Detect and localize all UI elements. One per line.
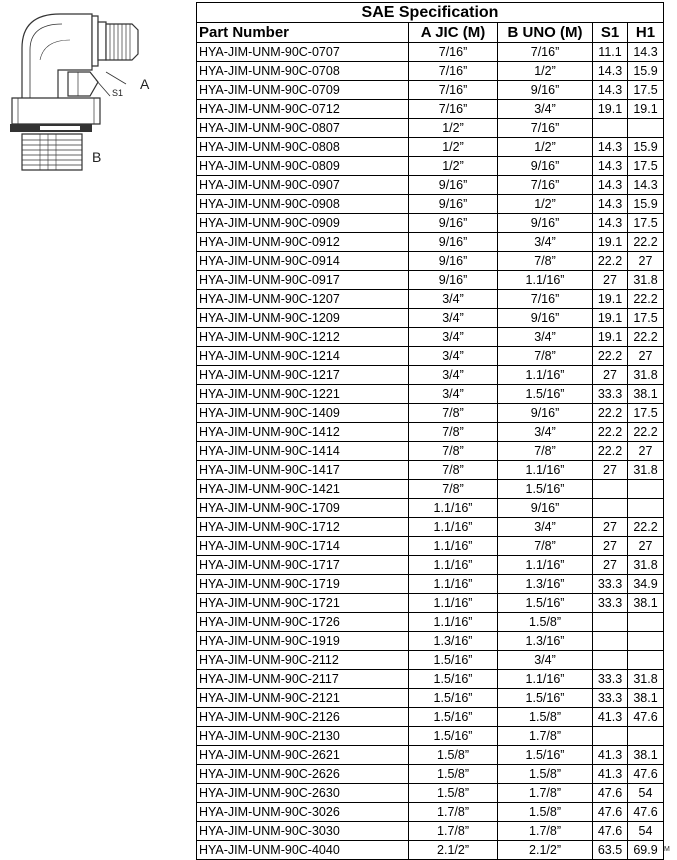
a-jic-cell: 3/4” — [409, 309, 498, 328]
table-row — [197, 480, 664, 499]
part-number-cell: HYA-JIM-UNM-90C-4040 — [197, 841, 409, 860]
part-number-cell: HYA-JIM-UNM-90C-0917 — [197, 271, 409, 290]
b-uno-cell: 1.3/16” — [498, 575, 593, 594]
h1-cell: 69.9 — [628, 841, 664, 860]
a-jic-cell: 7/16” — [409, 62, 498, 81]
a-jic-cell: 9/16” — [409, 176, 498, 195]
table-row — [197, 176, 664, 195]
b-uno-cell: 1.5/8” — [498, 803, 593, 822]
b-uno-cell: 7/16” — [498, 176, 593, 195]
a-jic-cell: 1/2” — [409, 119, 498, 138]
table-row — [197, 499, 664, 518]
b-uno-cell: 9/16” — [498, 499, 593, 518]
fitting-diagram — [0, 0, 190, 200]
table-row — [197, 822, 664, 841]
a-jic-cell: 1.1/16” — [409, 556, 498, 575]
b-uno-cell: 1.1/16” — [498, 461, 593, 480]
b-uno-cell: 3/4” — [498, 328, 593, 347]
part-number-cell: HYA-JIM-UNM-90C-2126 — [197, 708, 409, 727]
table-row — [197, 271, 664, 290]
table-title: SAE Specification — [197, 3, 664, 23]
col-header-h1: H1 — [628, 23, 664, 43]
b-uno-cell: 2.1/2” — [498, 841, 593, 860]
b-uno-cell: 1.5/16” — [498, 746, 593, 765]
part-number-cell: HYA-JIM-UNM-90C-2112 — [197, 651, 409, 670]
a-jic-cell: 7/8” — [409, 442, 498, 461]
h1-cell: 27 — [628, 347, 664, 366]
h1-cell: 47.6 — [628, 708, 664, 727]
part-number-cell: HYA-JIM-UNM-90C-1712 — [197, 518, 409, 537]
h1-cell: 38.1 — [628, 594, 664, 613]
table-row — [197, 195, 664, 214]
s1-cell — [593, 727, 628, 746]
a-jic-cell: 1.1/16” — [409, 575, 498, 594]
table-row — [197, 841, 664, 860]
a-jic-cell: 1.5/8” — [409, 746, 498, 765]
h1-cell: 34.9 — [628, 575, 664, 594]
table-row — [197, 252, 664, 271]
part-number-cell: HYA-JIM-UNM-90C-3026 — [197, 803, 409, 822]
h1-cell: 54 — [628, 822, 664, 841]
diagram-label-s1: S1 — [112, 88, 124, 98]
a-jic-cell: 7/8” — [409, 404, 498, 423]
h1-cell: 38.1 — [628, 385, 664, 404]
s1-cell: 33.3 — [593, 594, 628, 613]
b-uno-cell: 3/4” — [498, 423, 593, 442]
h1-cell — [628, 651, 664, 670]
table-row — [197, 784, 664, 803]
part-number-cell: HYA-JIM-UNM-90C-0808 — [197, 138, 409, 157]
b-uno-cell: 1.1/16” — [498, 670, 593, 689]
a-jic-cell: 7/8” — [409, 461, 498, 480]
s1-cell: 33.3 — [593, 385, 628, 404]
h1-cell: 27 — [628, 537, 664, 556]
b-uno-cell: 1.1/16” — [498, 366, 593, 385]
b-uno-cell: 3/4” — [498, 518, 593, 537]
h1-cell: 27 — [628, 252, 664, 271]
part-number-cell: HYA-JIM-UNM-90C-2121 — [197, 689, 409, 708]
part-number-cell: HYA-JIM-UNM-90C-1719 — [197, 575, 409, 594]
b-uno-cell: 1.1/16” — [498, 271, 593, 290]
table-row — [197, 81, 664, 100]
h1-cell: 54 — [628, 784, 664, 803]
h1-cell: 38.1 — [628, 746, 664, 765]
s1-cell — [593, 651, 628, 670]
h1-cell — [628, 727, 664, 746]
s1-cell: 47.6 — [593, 784, 628, 803]
table-row — [197, 727, 664, 746]
a-jic-cell: 1.1/16” — [409, 499, 498, 518]
table-row — [197, 556, 664, 575]
part-number-cell: HYA-JIM-UNM-90C-1721 — [197, 594, 409, 613]
table-row — [197, 689, 664, 708]
table-row — [197, 385, 664, 404]
diagram-label-b: B — [92, 149, 102, 165]
s1-cell: 33.3 — [593, 689, 628, 708]
s1-cell: 47.6 — [593, 803, 628, 822]
table-row — [197, 575, 664, 594]
a-jic-cell: 9/16” — [409, 233, 498, 252]
s1-cell: 22.2 — [593, 423, 628, 442]
b-uno-cell: 1.3/16” — [498, 632, 593, 651]
h1-cell: 47.6 — [628, 765, 664, 784]
part-number-cell: HYA-JIM-UNM-90C-2621 — [197, 746, 409, 765]
h1-cell: 22.2 — [628, 290, 664, 309]
part-number-cell: HYA-JIM-UNM-90C-1221 — [197, 385, 409, 404]
a-jic-cell: 1.1/16” — [409, 537, 498, 556]
b-uno-cell: 1.5/16” — [498, 480, 593, 499]
table-row — [197, 461, 664, 480]
a-jic-cell: 1.5/8” — [409, 765, 498, 784]
b-uno-cell: 9/16” — [498, 157, 593, 176]
a-jic-cell: 7/16” — [409, 100, 498, 119]
h1-cell: 14.3 — [628, 43, 664, 62]
table-row — [197, 347, 664, 366]
h1-cell: 17.5 — [628, 309, 664, 328]
a-jic-cell: 1.7/8” — [409, 822, 498, 841]
col-header-b-uno: B UNO (M) — [498, 23, 593, 43]
h1-cell: 38.1 — [628, 689, 664, 708]
s1-cell: 19.1 — [593, 328, 628, 347]
part-number-cell: HYA-JIM-UNM-90C-0709 — [197, 81, 409, 100]
table-row — [197, 651, 664, 670]
s1-cell: 22.2 — [593, 404, 628, 423]
h1-cell — [628, 632, 664, 651]
h1-cell: 27 — [628, 442, 664, 461]
col-header-s1: S1 — [593, 23, 628, 43]
s1-cell — [593, 119, 628, 138]
a-jic-cell: 1.5/16” — [409, 689, 498, 708]
part-number-cell: HYA-JIM-UNM-90C-1212 — [197, 328, 409, 347]
s1-cell — [593, 499, 628, 518]
table-row — [197, 537, 664, 556]
part-number-cell: HYA-JIM-UNM-90C-0809 — [197, 157, 409, 176]
table-row — [197, 309, 664, 328]
table-row — [197, 708, 664, 727]
table-row — [197, 366, 664, 385]
part-number-cell: HYA-JIM-UNM-90C-0909 — [197, 214, 409, 233]
s1-cell: 41.3 — [593, 708, 628, 727]
part-number-cell: HYA-JIM-UNM-90C-1417 — [197, 461, 409, 480]
table-row — [197, 765, 664, 784]
table-row — [197, 328, 664, 347]
b-uno-cell: 7/16” — [498, 290, 593, 309]
a-jic-cell: 7/16” — [409, 43, 498, 62]
table-body — [197, 43, 664, 860]
s1-cell: 14.3 — [593, 62, 628, 81]
table-row — [197, 632, 664, 651]
h1-cell: 15.9 — [628, 195, 664, 214]
table-row — [197, 746, 664, 765]
b-uno-cell: 1.5/16” — [498, 385, 593, 404]
b-uno-cell: 1.5/8” — [498, 613, 593, 632]
b-uno-cell: 7/8” — [498, 537, 593, 556]
s1-cell: 14.3 — [593, 176, 628, 195]
s1-cell: 19.1 — [593, 100, 628, 119]
h1-cell — [628, 119, 664, 138]
a-jic-cell: 3/4” — [409, 328, 498, 347]
b-uno-cell: 7/16” — [498, 43, 593, 62]
b-uno-cell: 1/2” — [498, 138, 593, 157]
s1-cell: 63.5 — [593, 841, 628, 860]
table-row — [197, 290, 664, 309]
h1-cell: 31.8 — [628, 670, 664, 689]
a-jic-cell: 9/16” — [409, 271, 498, 290]
h1-cell: 19.1 — [628, 100, 664, 119]
a-jic-cell: 3/4” — [409, 385, 498, 404]
part-number-cell: HYA-JIM-UNM-90C-1209 — [197, 309, 409, 328]
h1-cell: 22.2 — [628, 423, 664, 442]
part-number-cell: HYA-JIM-UNM-90C-1709 — [197, 499, 409, 518]
a-jic-cell: 9/16” — [409, 252, 498, 271]
s1-cell: 22.2 — [593, 252, 628, 271]
b-uno-cell: 9/16” — [498, 404, 593, 423]
s1-cell: 19.1 — [593, 290, 628, 309]
b-uno-cell: 1/2” — [498, 195, 593, 214]
a-jic-cell: 7/16” — [409, 81, 498, 100]
a-jic-cell: 1/2” — [409, 157, 498, 176]
b-uno-cell: 1.7/8” — [498, 784, 593, 803]
b-uno-cell: 9/16” — [498, 81, 593, 100]
s1-cell: 14.3 — [593, 138, 628, 157]
a-jic-cell: 9/16” — [409, 214, 498, 233]
s1-cell — [593, 480, 628, 499]
b-uno-cell: 7/8” — [498, 347, 593, 366]
a-jic-cell: 1.3/16” — [409, 632, 498, 651]
a-jic-cell: 3/4” — [409, 347, 498, 366]
s1-cell — [593, 632, 628, 651]
part-number-cell: HYA-JIM-UNM-90C-1414 — [197, 442, 409, 461]
table-row — [197, 233, 664, 252]
s1-cell: 14.3 — [593, 81, 628, 100]
s1-cell: 19.1 — [593, 233, 628, 252]
s1-cell: 27 — [593, 518, 628, 537]
table-row — [197, 423, 664, 442]
table-row — [197, 100, 664, 119]
part-number-cell: HYA-JIM-UNM-90C-0914 — [197, 252, 409, 271]
a-jic-cell: 1.1/16” — [409, 518, 498, 537]
h1-cell — [628, 499, 664, 518]
a-jic-cell: 2.1/2” — [409, 841, 498, 860]
a-jic-cell: 1.5/16” — [409, 708, 498, 727]
s1-cell: 27 — [593, 271, 628, 290]
a-jic-cell: 1.1/16” — [409, 613, 498, 632]
b-uno-cell: 9/16” — [498, 309, 593, 328]
table-row — [197, 442, 664, 461]
s1-cell: 41.3 — [593, 765, 628, 784]
b-uno-cell: 1.5/8” — [498, 708, 593, 727]
col-header-a-jic: A JIC (M) — [409, 23, 498, 43]
table-row — [197, 214, 664, 233]
table-row — [197, 613, 664, 632]
s1-cell: 14.3 — [593, 195, 628, 214]
a-jic-cell: 1.5/16” — [409, 670, 498, 689]
a-jic-cell: 3/4” — [409, 366, 498, 385]
a-jic-cell: 7/8” — [409, 423, 498, 442]
part-number-cell: HYA-JIM-UNM-90C-1726 — [197, 613, 409, 632]
part-number-cell: HYA-JIM-UNM-90C-1421 — [197, 480, 409, 499]
h1-cell: 15.9 — [628, 62, 664, 81]
diagram-label-a: A — [140, 76, 150, 92]
s1-cell: 27 — [593, 537, 628, 556]
part-number-cell: HYA-JIM-UNM-90C-0908 — [197, 195, 409, 214]
a-jic-cell: 3/4” — [409, 290, 498, 309]
table-row — [197, 157, 664, 176]
b-uno-cell: 1.5/16” — [498, 594, 593, 613]
s1-cell: 11.1 — [593, 43, 628, 62]
h1-cell: 22.2 — [628, 518, 664, 537]
s1-cell: 33.3 — [593, 575, 628, 594]
h1-cell: 17.5 — [628, 157, 664, 176]
part-number-cell: HYA-JIM-UNM-90C-2626 — [197, 765, 409, 784]
h1-cell: 14.3 — [628, 176, 664, 195]
h1-cell: 17.5 — [628, 81, 664, 100]
s1-cell: 22.2 — [593, 347, 628, 366]
b-uno-cell: 9/16” — [498, 214, 593, 233]
b-uno-cell: 3/4” — [498, 651, 593, 670]
part-number-cell: HYA-JIM-UNM-90C-1207 — [197, 290, 409, 309]
b-uno-cell: 7/8” — [498, 442, 593, 461]
b-uno-cell: 1.5/8” — [498, 765, 593, 784]
h1-cell: 17.5 — [628, 214, 664, 233]
part-number-cell: HYA-JIM-UNM-90C-3030 — [197, 822, 409, 841]
h1-cell: 31.8 — [628, 366, 664, 385]
s1-cell: 14.3 — [593, 157, 628, 176]
part-number-cell: HYA-JIM-UNM-90C-1214 — [197, 347, 409, 366]
table-row — [197, 119, 664, 138]
s1-cell: 41.3 — [593, 746, 628, 765]
b-uno-cell: 1/2” — [498, 62, 593, 81]
part-number-cell: HYA-JIM-UNM-90C-0707 — [197, 43, 409, 62]
a-jic-cell: 1.1/16” — [409, 594, 498, 613]
a-jic-cell: 1.7/8” — [409, 803, 498, 822]
col-header-part-number: Part Number — [197, 23, 409, 43]
table-row — [197, 803, 664, 822]
part-number-cell: HYA-JIM-UNM-90C-1919 — [197, 632, 409, 651]
part-number-cell: HYA-JIM-UNM-90C-2130 — [197, 727, 409, 746]
s1-cell: 33.3 — [593, 670, 628, 689]
table-row — [197, 404, 664, 423]
b-uno-cell: 7/8” — [498, 252, 593, 271]
sae-specification-table — [196, 2, 664, 860]
table-row — [197, 518, 664, 537]
a-jic-cell: 1/2” — [409, 138, 498, 157]
part-number-cell: HYA-JIM-UNM-90C-1217 — [197, 366, 409, 385]
b-uno-cell: 1.1/16” — [498, 556, 593, 575]
h1-cell: 31.8 — [628, 271, 664, 290]
s1-cell: 27 — [593, 556, 628, 575]
b-uno-cell: 7/16” — [498, 119, 593, 138]
a-jic-cell: 1.5/16” — [409, 727, 498, 746]
h1-cell: 31.8 — [628, 461, 664, 480]
part-number-cell: HYA-JIM-UNM-90C-1717 — [197, 556, 409, 575]
h1-cell — [628, 613, 664, 632]
table-row — [197, 62, 664, 81]
a-jic-cell: 1.5/16” — [409, 651, 498, 670]
b-uno-cell: 3/4” — [498, 100, 593, 119]
s1-cell: 27 — [593, 461, 628, 480]
part-number-cell: HYA-JIM-UNM-90C-0907 — [197, 176, 409, 195]
h1-cell — [628, 480, 664, 499]
part-number-cell: HYA-JIM-UNM-90C-0708 — [197, 62, 409, 81]
s1-cell: 14.3 — [593, 214, 628, 233]
part-number-cell: HYA-JIM-UNM-90C-1409 — [197, 404, 409, 423]
h1-cell: 15.9 — [628, 138, 664, 157]
part-number-cell: HYA-JIM-UNM-90C-2630 — [197, 784, 409, 803]
part-number-cell: HYA-JIM-UNM-90C-0912 — [197, 233, 409, 252]
b-uno-cell: 3/4” — [498, 233, 593, 252]
a-jic-cell: 9/16” — [409, 195, 498, 214]
h1-cell: 47.6 — [628, 803, 664, 822]
a-jic-cell: 1.5/8” — [409, 784, 498, 803]
b-uno-cell: 1.7/8” — [498, 822, 593, 841]
b-uno-cell: 1.5/16” — [498, 689, 593, 708]
a-jic-cell: 7/8” — [409, 480, 498, 499]
b-uno-cell: 1.7/8” — [498, 727, 593, 746]
h1-cell: 22.2 — [628, 328, 664, 347]
part-number-cell: HYA-JIM-UNM-90C-1714 — [197, 537, 409, 556]
part-number-cell: HYA-JIM-UNM-90C-0807 — [197, 119, 409, 138]
table-row — [197, 594, 664, 613]
s1-cell — [593, 613, 628, 632]
table-row — [197, 670, 664, 689]
table-row — [197, 43, 664, 62]
s1-cell: 19.1 — [593, 309, 628, 328]
h1-cell: 17.5 — [628, 404, 664, 423]
table-row — [197, 138, 664, 157]
part-number-cell: HYA-JIM-UNM-90C-2117 — [197, 670, 409, 689]
part-number-cell: HYA-JIM-UNM-90C-0712 — [197, 100, 409, 119]
part-number-cell: HYA-JIM-UNM-90C-1412 — [197, 423, 409, 442]
h1-cell: 31.8 — [628, 556, 664, 575]
corner-mark: M — [664, 846, 670, 853]
s1-cell: 27 — [593, 366, 628, 385]
h1-cell: 22.2 — [628, 233, 664, 252]
s1-cell: 22.2 — [593, 442, 628, 461]
s1-cell: 47.6 — [593, 822, 628, 841]
table-header-row — [197, 23, 664, 43]
